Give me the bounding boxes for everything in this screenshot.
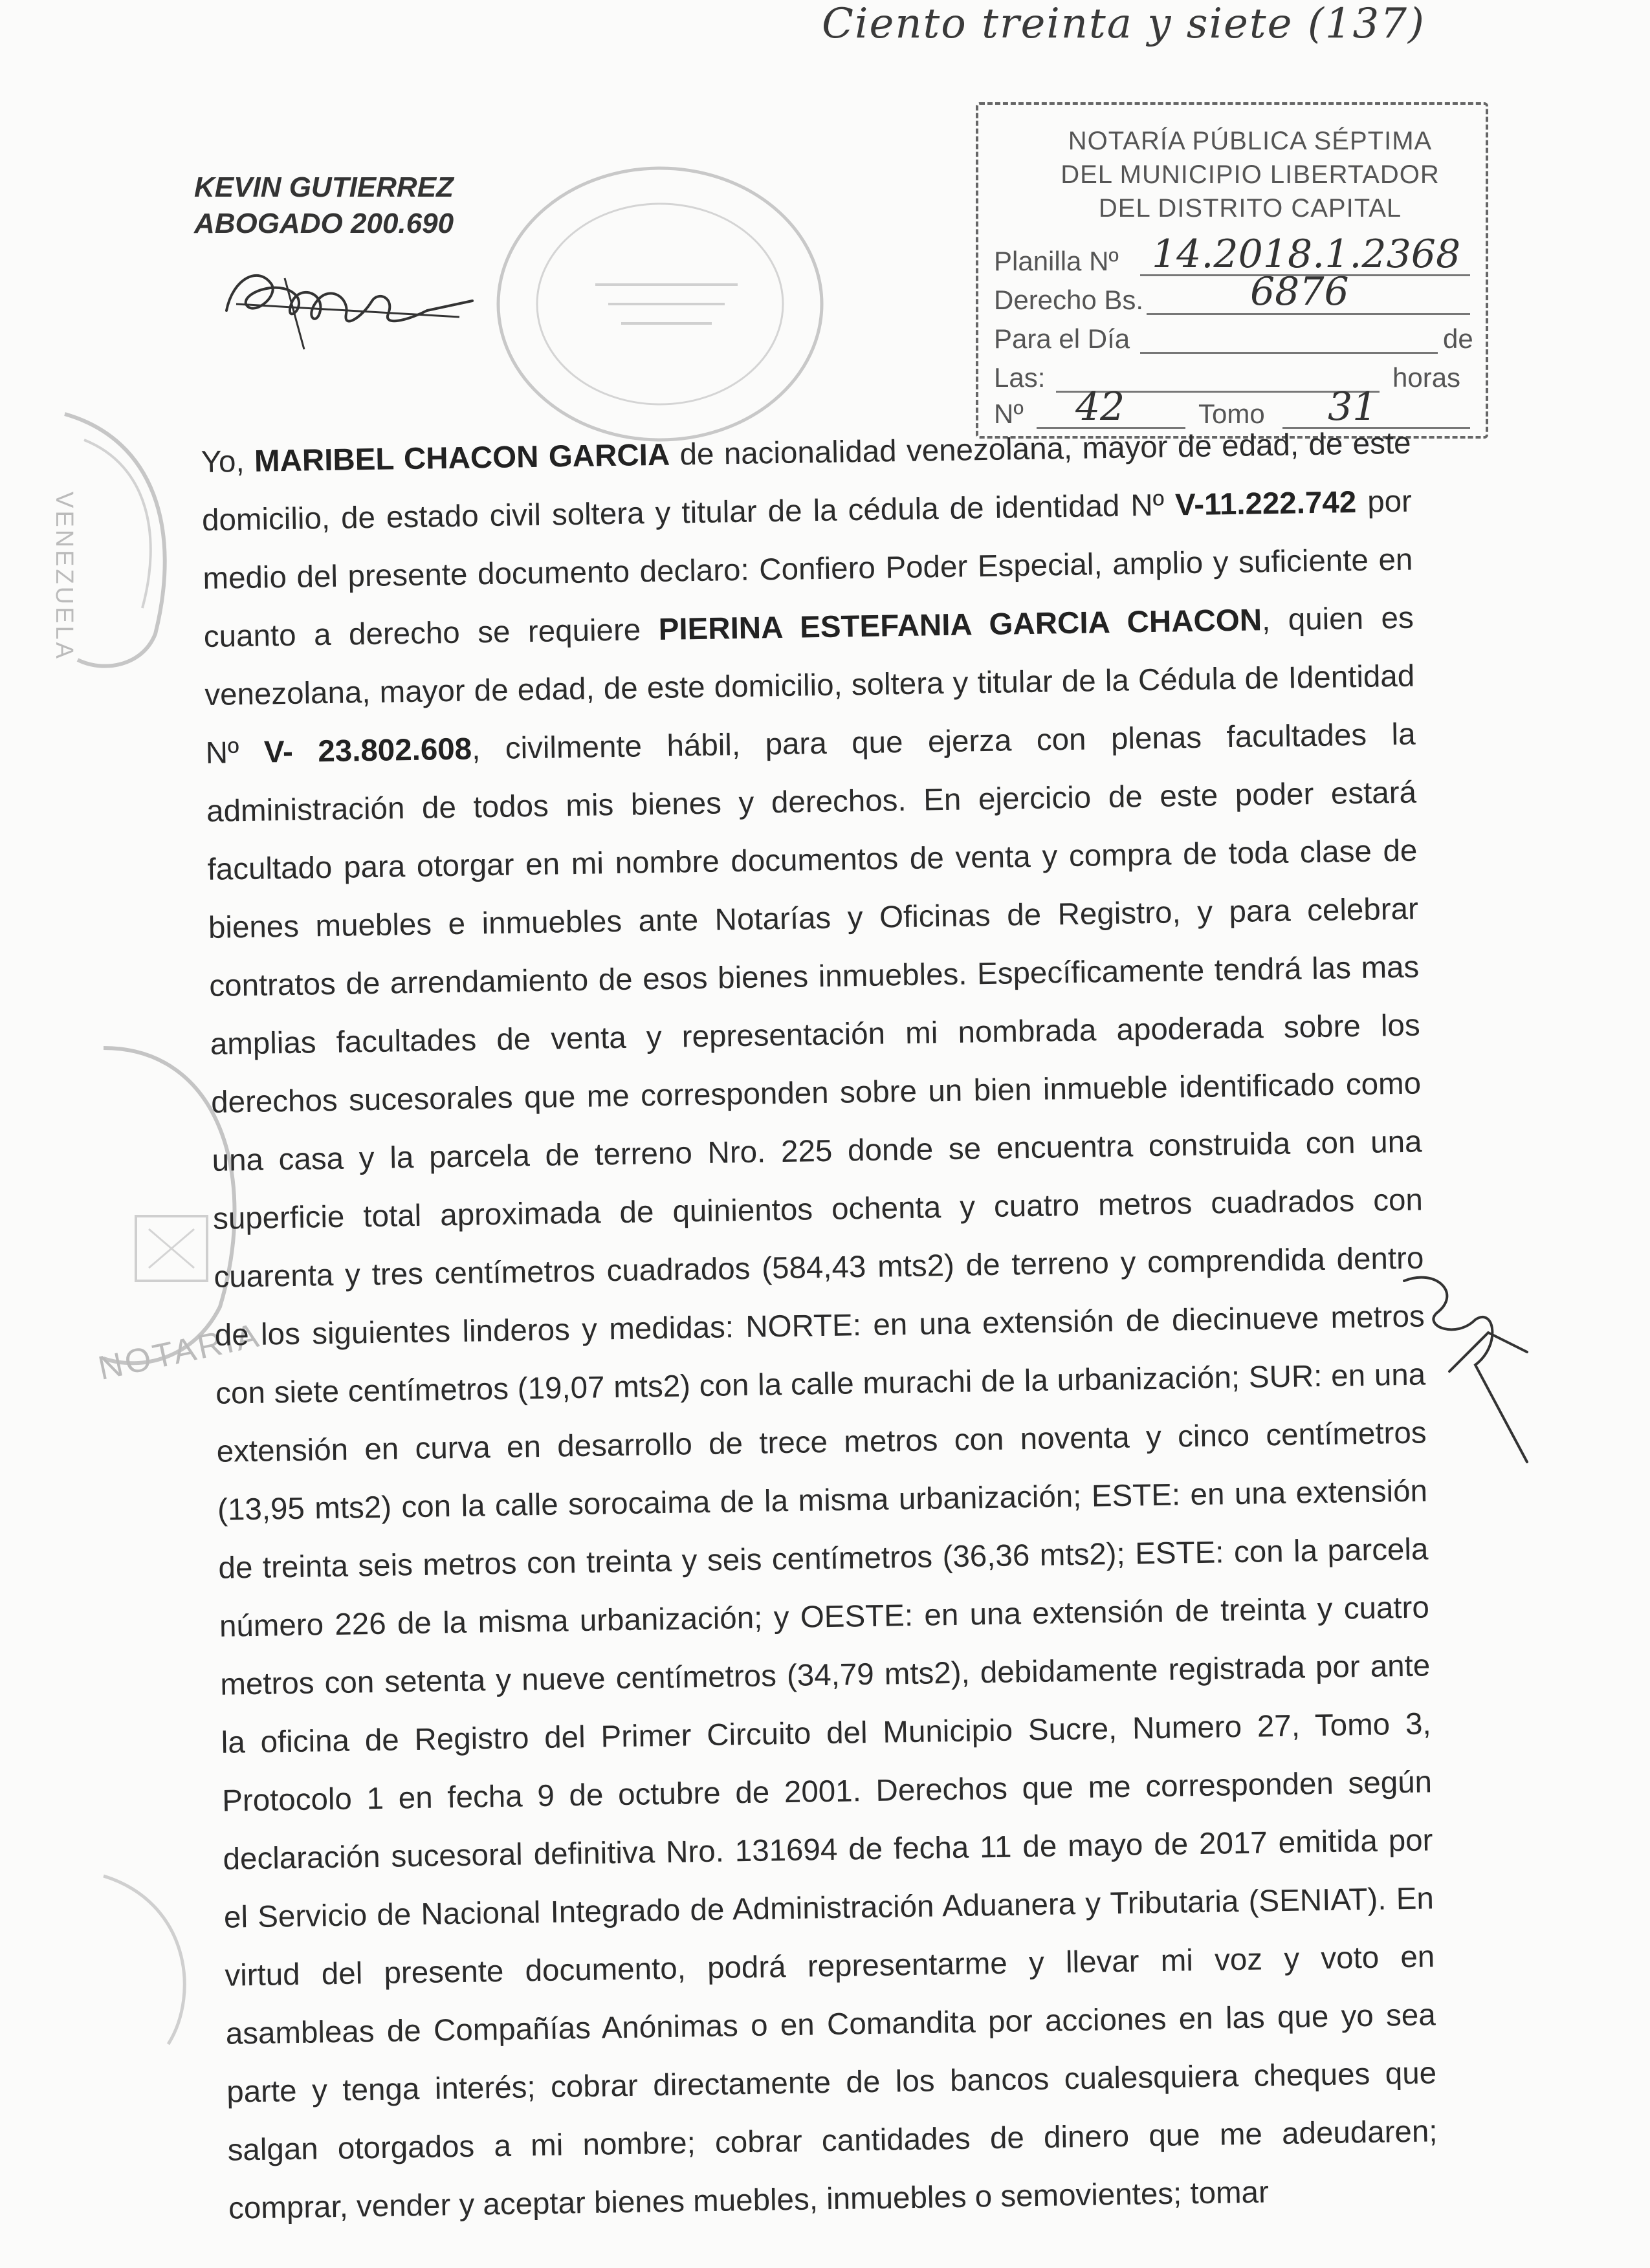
margin-check-mark <box>1398 1268 1546 1475</box>
grantee-id: V- 23.802.608 <box>263 732 472 770</box>
derecho-value: 6876 <box>1250 269 1349 314</box>
derecho-label: Derecho Bs. <box>994 285 1144 315</box>
grantee-name: PIERINA ESTEFANIA GARCIA CHACON <box>658 603 1262 647</box>
notary-stamp-header <box>1037 124 1464 225</box>
tomo-value: 31 <box>1328 384 1378 430</box>
grantor-name: MARIBEL CHACON GARCIA <box>254 437 670 479</box>
grantor-id: V-11.222.742 <box>1174 485 1357 523</box>
horas-label: horas <box>1392 362 1461 393</box>
lawyer-signature <box>214 239 485 356</box>
body-paragraph: Yo, MARIBEL CHACON GARCIA de nacionalidad venezolana, mayor de edad, de este domicilio, de estado civil soltera y titular de la cédula de identidad Nº V-11.222.742 por medio del presente documento declaro: Confiero Poder Especial, amplio y suficiente en cuanto a derecho se requiere PIERINA ESTEFANIA GARCIA CHACON, quien es venezolana, mayor de edad, de este domicilio, soltera y titular de la Cédula de Identidad Nº V- 23.802.608, civilmente hábil, para que ejerza con plenas facultades la administración de todos mis bienes y derechos. En ejercicio de este poder estará facultado para otorgar en mi nombre documentos de venta y compra de toda clase de bienes muebles e inmuebles ante Notarías y Oficinas de Registro, y para celebrar contratos de arrendamiento de esos bienes inmuebles. Específicamente tendrá las mas amplias facultades de venta y representación mi nombrada apoderada sobre los derechos sucesorales que me corresponden sobre un bien inmueble identificado como una casa y la parcela de terreno Nro. 225 donde se encuentra construida con una superficie total aproximada de quinientos ochenta y cuatro metros cuadrados con cuarenta y tres centímetros cuadrados (584,43 mts2) de terreno y comprendida dentro de los siguientes linderos y medidas: NORTE: en una extensión de diecinueve metros con siete centímetros (19,07 mts2) con la calle murachi de la urbanización; SUR: en una extensión en curva en desarrollo de trece metros con noventa y cinco centímetros (13,95 mts2) con la calle sorocaima de la misma urbanización; ESTE: en una extensión de treinta seis metros con treinta y seis centímetros (36,36 mts2); ESTE: con la parcela número 226 de la misma urbanización; y OESTE: en una extensión de treinta y cuatro metros con setenta y nueve centímetros (34,79 mts2), debidamente registrada por ante la oficina de Registro del Primer Circuito del Municipio Sucre, Numero 27, Tomo 3, Protocolo 1 en fecha 9 de octubre de 2001. Derechos que me corresponden según declaración sucesoral definitiva Nro. 131694 de fecha 11 de mayo de 2017 emitida por el Servicio de Nacional Integrado de Administración Aduanera y Tributaria (SENIAT). En virtud del presente documento, podrá representarme y llevar mi voz y voto en asambleas de Compañías Anónimas o en Comandita por acciones en las que yo sea parte y tenga interés; cobrar directamente de los bancos cualesquiera cheques que salgan otorgados a mi nombre; cobrar cantidades de dinero que me adeudaren; comprar, vender y aceptar bienes muebles, inmuebles o semovientes; tomar <box>201 426 1438 2226</box>
para-el-dia-suffix: de <box>1443 323 1473 354</box>
planilla-value: 14.2018.1.2368 <box>1152 232 1461 277</box>
lawyer-header <box>194 169 454 242</box>
planilla-label: Planilla Nº <box>994 246 1119 276</box>
numero-value: 42 <box>1075 384 1125 430</box>
lawyer-credential: ABOGADO 200.690 <box>194 208 454 239</box>
stamp-line-2: DEL MUNICIPIO LIBERTADOR <box>1061 160 1440 189</box>
left-seal-bottom <box>91 1863 207 2057</box>
las-label: Las: <box>994 362 1046 393</box>
left-seal-lower-text: NOTARIA <box>94 1316 265 1388</box>
stamp-line-3: DEL DISTRITO CAPITAL <box>1098 194 1402 223</box>
stamp-line-1: NOTARÍA PÚBLICA SÉPTIMA <box>1068 127 1433 155</box>
handwritten-folio: Ciento treinta y siete (137) <box>822 0 1425 48</box>
notary-seal-top <box>466 155 828 466</box>
power-of-attorney-body <box>201 415 1439 2238</box>
lawyer-name: KEVIN GUTIERREZ <box>194 171 454 203</box>
notary-stamp <box>976 102 1488 439</box>
left-seal-upper-text: VENEZUELA <box>50 492 78 661</box>
tomo-label: Tomo <box>1198 398 1265 429</box>
numero-label: Nº <box>994 398 1024 429</box>
para-el-dia-label: Para el Día <box>994 323 1130 354</box>
